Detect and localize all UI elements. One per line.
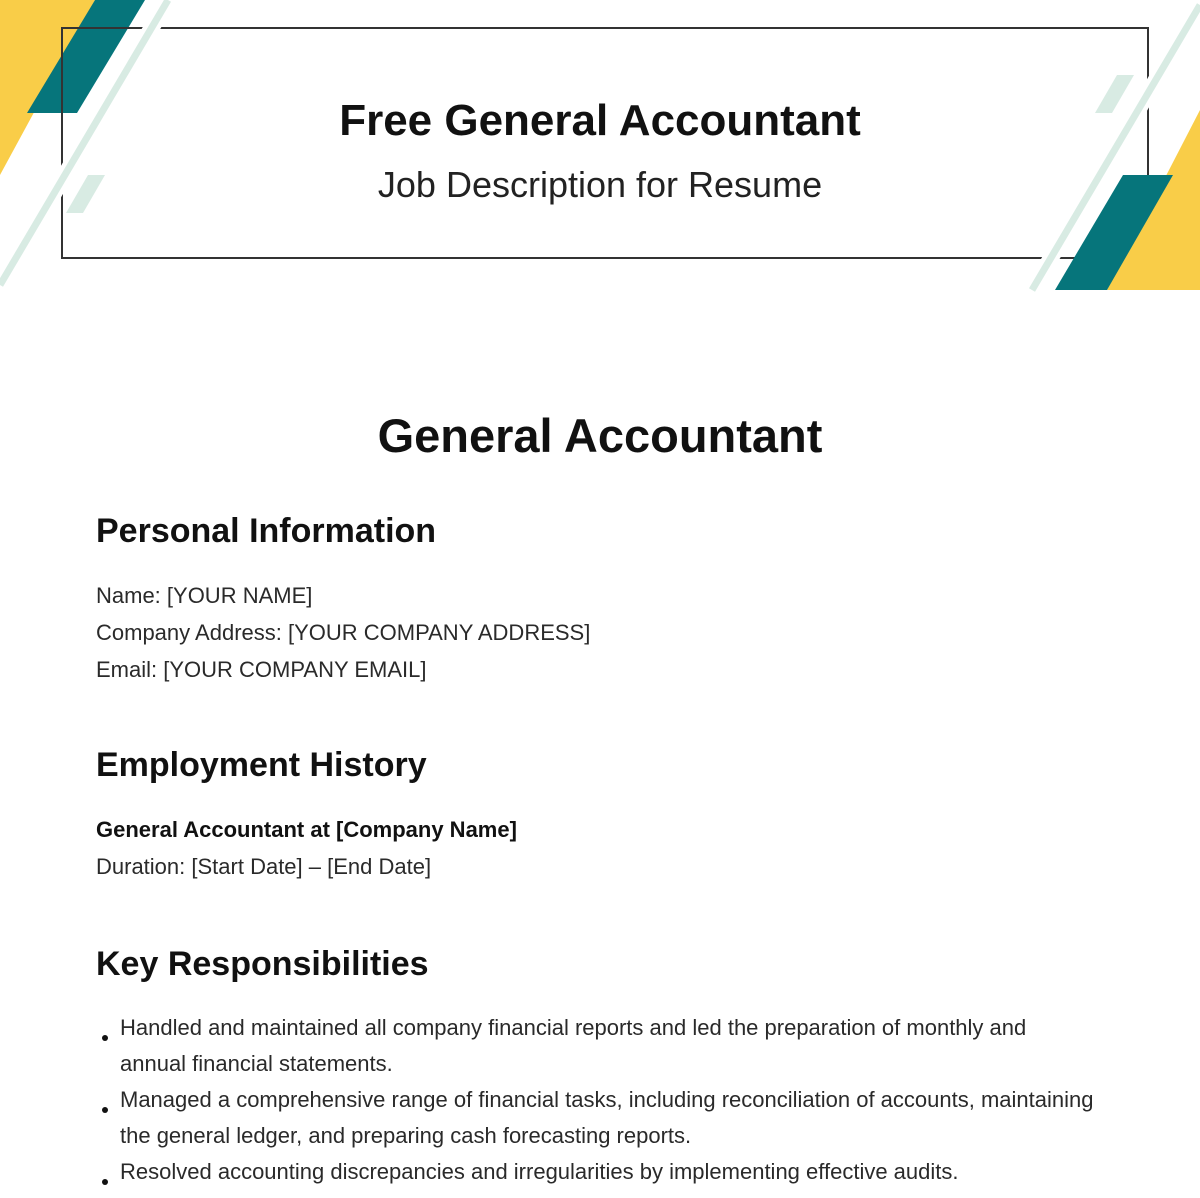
document-title: General Accountant: [377, 409, 823, 462]
document-body: [96, 512, 1096, 1190]
position-line: General Accountant at [Company Name]: [96, 817, 517, 842]
name-line: Name: [YOUR NAME]: [96, 583, 313, 608]
header-title: Free General Accountant: [339, 96, 861, 145]
list-item: Handled and maintained all company financial reports and led the preparation of monthly and annual financial statements.: [96, 1010, 1096, 1082]
section-heading: Personal Information: [96, 512, 437, 550]
responsibilities-section: [96, 945, 1096, 1190]
list-item: Managed a comprehensive range of financial tasks, including reconciliation of accounts, maintaining the general ledger, and preparing cash forecasting reports.: [96, 1082, 1096, 1154]
list-item: Resolved accounting discrepancies and irregularities by implementing effective audits.: [96, 1154, 1096, 1190]
section-heading: Employment History: [96, 746, 427, 784]
section-heading: Key Responsibilities: [96, 945, 429, 983]
header-decoration: [0, 0, 1200, 300]
employment-history-section: [96, 746, 1096, 885]
address-line: Company Address: [YOUR COMPANY ADDRESS]: [96, 620, 591, 645]
email-line: Email: [YOUR COMPANY EMAIL]: [96, 657, 427, 682]
duration-line: Duration: [Start Date] – [End Date]: [96, 854, 432, 879]
header-subtitle: Job Description for Resume: [377, 164, 823, 205]
personal-information-section: [96, 512, 1096, 688]
responsibilities-list: [96, 1010, 1096, 1190]
